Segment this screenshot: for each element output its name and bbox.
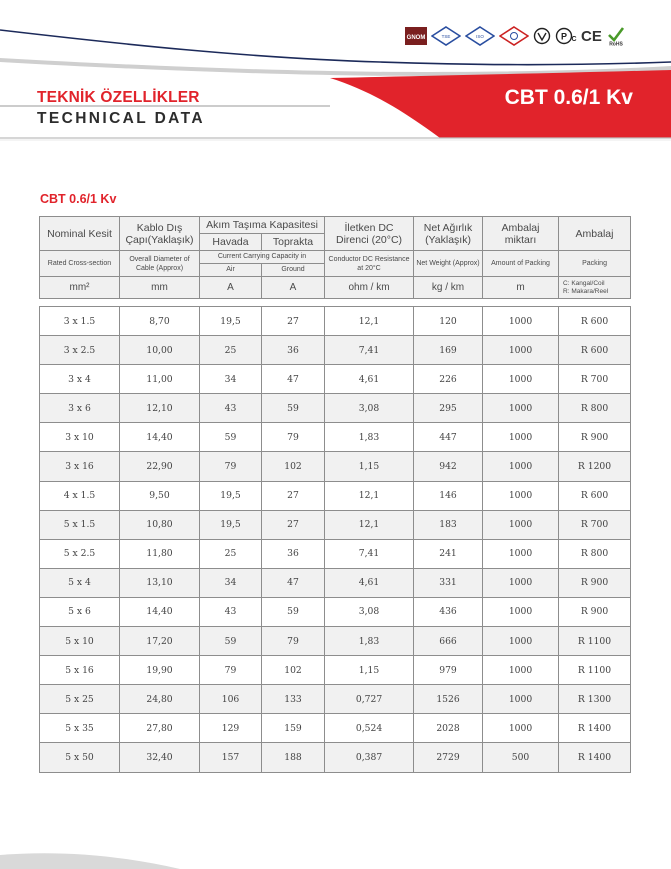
cell-packing-amount: 1000: [483, 365, 559, 394]
cell-nominal: 5 x 16: [40, 656, 120, 685]
cell-resistance: 0,524: [325, 714, 414, 743]
unit-packing-amount: m: [483, 277, 559, 299]
cell-resistance: 1,83: [325, 627, 414, 656]
cell-diameter: 24,80: [120, 685, 200, 714]
cell-nominal: 3 x 6: [40, 394, 120, 423]
col-header-nominal: Nominal Kesit: [40, 217, 120, 251]
unit-weight: kg / km: [414, 277, 483, 299]
cell-diameter: 13,10: [120, 568, 200, 597]
cell-capacity-ground: 159: [262, 714, 325, 743]
cell-packing-amount: 1000: [483, 307, 559, 336]
cell-weight: 436: [414, 597, 483, 626]
cell-capacity-air: 129: [200, 714, 262, 743]
cell-packing: R 900: [559, 568, 631, 597]
header-swoosh-graphic: [0, 0, 671, 160]
col-header-capacity-ground: Toprakta: [262, 234, 325, 251]
cell-capacity-ground: 47: [262, 568, 325, 597]
unit-diameter: mm: [120, 277, 200, 299]
certification-logos: [405, 26, 626, 46]
cell-capacity-air: 106: [200, 685, 262, 714]
cell-packing-amount: 1000: [483, 597, 559, 626]
cell-diameter: 27,80: [120, 714, 200, 743]
cell-packing-amount: 1000: [483, 452, 559, 481]
cell-capacity-air: 157: [200, 743, 262, 772]
cell-diameter: 14,40: [120, 597, 200, 626]
col-header-packing-amount: Ambalaj miktarı: [483, 217, 559, 251]
cell-capacity-air: 19,5: [200, 307, 262, 336]
cell-nominal: 3 x 2.5: [40, 336, 120, 365]
cell-nominal: 5 x 6: [40, 597, 120, 626]
cell-capacity-air: 43: [200, 394, 262, 423]
cell-packing: R 1400: [559, 714, 631, 743]
cell-weight: 331: [414, 568, 483, 597]
technical-title-turkish: TEKNİK ÖZELLİKLER: [37, 89, 200, 106]
table-row: [40, 365, 631, 394]
cell-capacity-ground: 36: [262, 336, 325, 365]
cell-nominal: 3 x 1.5: [40, 307, 120, 336]
cell-resistance: 3,08: [325, 597, 414, 626]
cell-resistance: 0,387: [325, 743, 414, 772]
cell-packing: R 900: [559, 597, 631, 626]
cell-packing: R 1400: [559, 743, 631, 772]
section-title: CBT 0.6/1 Kv: [40, 192, 117, 206]
col-header-en-air: Air: [200, 264, 262, 277]
cell-nominal: 5 x 25: [40, 685, 120, 714]
col-header-diameter: Kablo Dış Çapı(Yaklaşık): [120, 217, 200, 251]
table-row: [40, 394, 631, 423]
svg-text:TSE: TSE: [441, 34, 451, 39]
cell-diameter: 9,50: [120, 481, 200, 510]
cell-weight: 146: [414, 481, 483, 510]
cell-capacity-ground: 27: [262, 481, 325, 510]
cell-capacity-air: 34: [200, 568, 262, 597]
cell-weight: 979: [414, 656, 483, 685]
col-header-packing: Ambalaj: [559, 217, 631, 251]
ssi-diamond-icon: [499, 26, 529, 46]
cell-weight: 169: [414, 336, 483, 365]
unit-capacity-air: A: [200, 277, 262, 299]
iso-diamond-icon: [465, 26, 495, 46]
cell-capacity-air: 25: [200, 336, 262, 365]
table-row: [40, 452, 631, 481]
col-header-weight: Net Ağırlık (Yaklaşık): [414, 217, 483, 251]
product-code-title: CBT 0.6/1 Kv: [504, 86, 633, 109]
svg-text:RoHS: RoHS: [609, 41, 623, 46]
cell-packing: R 800: [559, 539, 631, 568]
table-row: [40, 481, 631, 510]
unit-nominal: mm²: [40, 277, 120, 299]
cell-weight: 447: [414, 423, 483, 452]
cell-packing: R 1200: [559, 452, 631, 481]
cell-nominal: 5 x 10: [40, 627, 120, 656]
cell-packing: R 600: [559, 336, 631, 365]
cell-capacity-air: 34: [200, 365, 262, 394]
ce-mark-icon: CE: [581, 27, 602, 45]
cell-diameter: 12,10: [120, 394, 200, 423]
table-row: [40, 336, 631, 365]
unit-capacity-ground: A: [262, 277, 325, 299]
cell-packing-amount: 1000: [483, 481, 559, 510]
cell-packing-amount: 1000: [483, 714, 559, 743]
col-header-en-weight: Net Weight (Approx): [414, 251, 483, 277]
table-body: [40, 307, 631, 773]
unit-resistance: ohm / km: [325, 277, 414, 299]
table-row: [40, 656, 631, 685]
cell-resistance: 1,83: [325, 423, 414, 452]
packing-legend-coil: C: Kangal/Coil: [563, 279, 605, 287]
cell-weight: 120: [414, 307, 483, 336]
cell-capacity-air: 19,5: [200, 481, 262, 510]
cell-capacity-air: 59: [200, 423, 262, 452]
brand-logo-icon: [405, 27, 427, 45]
cell-capacity-air: 43: [200, 597, 262, 626]
cell-resistance: 12,1: [325, 307, 414, 336]
cell-packing: R 800: [559, 394, 631, 423]
cell-weight: 295: [414, 394, 483, 423]
table-row: [40, 539, 631, 568]
cell-capacity-ground: 133: [262, 685, 325, 714]
cell-capacity-air: 19,5: [200, 510, 262, 539]
cell-weight: 2028: [414, 714, 483, 743]
pct-mark-icon: [555, 27, 577, 45]
cell-diameter: 10,80: [120, 510, 200, 539]
cell-diameter: 22,90: [120, 452, 200, 481]
col-header-en-ground: Ground: [262, 264, 325, 277]
svg-text:P: P: [560, 31, 568, 42]
table-row: [40, 510, 631, 539]
cell-nominal: 5 x 50: [40, 743, 120, 772]
cell-resistance: 4,61: [325, 365, 414, 394]
cell-weight: 241: [414, 539, 483, 568]
cell-packing: R 1300: [559, 685, 631, 714]
cell-weight: 226: [414, 365, 483, 394]
cell-capacity-ground: 79: [262, 423, 325, 452]
cell-capacity-ground: 36: [262, 539, 325, 568]
cell-resistance: 4,61: [325, 568, 414, 597]
cell-packing: R 1100: [559, 656, 631, 685]
table-row: [40, 627, 631, 656]
cell-packing-amount: 1000: [483, 685, 559, 714]
cell-capacity-air: 25: [200, 539, 262, 568]
cell-packing: R 900: [559, 423, 631, 452]
cell-resistance: 1,15: [325, 452, 414, 481]
cell-resistance: 7,41: [325, 539, 414, 568]
cell-capacity-ground: 79: [262, 627, 325, 656]
cell-resistance: 7,41: [325, 336, 414, 365]
cell-diameter: 14,40: [120, 423, 200, 452]
footer-swoosh-graphic: [0, 849, 180, 869]
table-row: [40, 423, 631, 452]
cell-weight: 942: [414, 452, 483, 481]
table-row: [40, 743, 631, 772]
cell-capacity-air: 79: [200, 452, 262, 481]
cell-diameter: 8,70: [120, 307, 200, 336]
cell-weight: 183: [414, 510, 483, 539]
svg-text:C: C: [571, 36, 577, 43]
cell-packing: R 700: [559, 510, 631, 539]
col-header-en-resistance: Conductor DC Resistance at 20°C: [325, 251, 414, 277]
svg-text:GNOM: GNOM: [406, 35, 426, 41]
col-header-en-nominal: Rated Cross-section: [40, 251, 120, 277]
col-header-en-packing: Packing: [559, 251, 631, 277]
col-header-en-diameter: Overall Diameter of Cable (Approx): [120, 251, 200, 277]
svg-text:ISO: ISO: [476, 34, 484, 39]
table-row: [40, 568, 631, 597]
cell-diameter: 32,40: [120, 743, 200, 772]
cell-packing-amount: 1000: [483, 394, 559, 423]
cell-diameter: 10,00: [120, 336, 200, 365]
ukr-mark-icon: [533, 27, 551, 45]
cell-nominal: 5 x 4: [40, 568, 120, 597]
header-spacer: [40, 299, 631, 307]
cell-nominal: 5 x 2.5: [40, 539, 120, 568]
col-header-capacity: Akım Taşıma Kapasitesi: [200, 217, 325, 234]
cell-packing-amount: 1000: [483, 423, 559, 452]
col-header-capacity-air: Havada: [200, 234, 262, 251]
cell-capacity-air: 59: [200, 627, 262, 656]
rohs-check-icon: [606, 26, 626, 46]
packing-legend-reel: R: Makara/Reel: [563, 287, 609, 295]
table-row: [40, 307, 631, 336]
cell-capacity-ground: 27: [262, 510, 325, 539]
col-header-resistance: İletken DC Direnci (20°C): [325, 217, 414, 251]
cell-resistance: 12,1: [325, 510, 414, 539]
cell-nominal: 5 x 1.5: [40, 510, 120, 539]
cell-resistance: 1,15: [325, 656, 414, 685]
cell-diameter: 11,00: [120, 365, 200, 394]
cell-capacity-ground: 188: [262, 743, 325, 772]
cell-packing-amount: 1000: [483, 539, 559, 568]
cell-capacity-ground: 102: [262, 656, 325, 685]
table-row: [40, 685, 631, 714]
cell-capacity-ground: 27: [262, 307, 325, 336]
cell-capacity-air: 79: [200, 656, 262, 685]
cell-resistance: 3,08: [325, 394, 414, 423]
cell-diameter: 19,90: [120, 656, 200, 685]
cell-packing: R 600: [559, 307, 631, 336]
cell-weight: 2729: [414, 743, 483, 772]
table-row: [40, 714, 631, 743]
cell-nominal: 4 x 1.5: [40, 481, 120, 510]
cell-packing: R 1100: [559, 627, 631, 656]
cell-resistance: 0,727: [325, 685, 414, 714]
technical-data-table: [39, 216, 631, 773]
cell-packing-amount: 1000: [483, 656, 559, 685]
col-header-en-packing-amount: Amount of Packing: [483, 251, 559, 277]
table-row: [40, 597, 631, 626]
cell-capacity-ground: 59: [262, 394, 325, 423]
cell-nominal: 3 x 16: [40, 452, 120, 481]
cell-capacity-ground: 59: [262, 597, 325, 626]
cell-packing-amount: 1000: [483, 568, 559, 597]
technical-title-english: TECHNICAL DATA: [37, 110, 205, 127]
cell-packing: R 700: [559, 365, 631, 394]
cell-packing: R 600: [559, 481, 631, 510]
tse-diamond-icon: [431, 26, 461, 46]
cell-nominal: 5 x 35: [40, 714, 120, 743]
cell-capacity-ground: 47: [262, 365, 325, 394]
cell-capacity-ground: 102: [262, 452, 325, 481]
cell-diameter: 17,20: [120, 627, 200, 656]
cell-packing-amount: 1000: [483, 627, 559, 656]
cell-weight: 1526: [414, 685, 483, 714]
cell-packing-amount: 1000: [483, 510, 559, 539]
cell-resistance: 12,1: [325, 481, 414, 510]
col-header-en-capacity: Current Carrying Capacity in: [200, 251, 325, 264]
cell-packing-amount: 1000: [483, 336, 559, 365]
cell-packing-amount: 500: [483, 743, 559, 772]
unit-packing-legend: [559, 277, 631, 299]
cell-weight: 666: [414, 627, 483, 656]
cell-nominal: 3 x 4: [40, 365, 120, 394]
cell-diameter: 11,80: [120, 539, 200, 568]
cell-nominal: 3 x 10: [40, 423, 120, 452]
